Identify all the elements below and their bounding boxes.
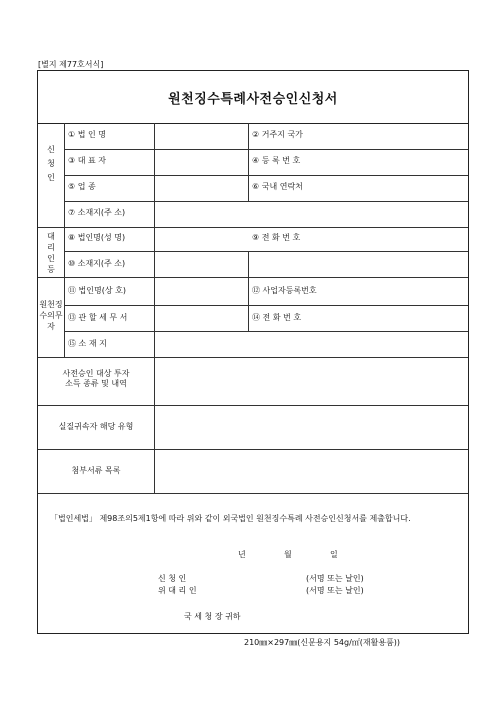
application-form	[37, 70, 469, 634]
mid-column-divider	[248, 123, 249, 201]
section-char: 청	[47, 159, 55, 168]
title-row	[38, 71, 468, 124]
corp-name-label: ① 법 인 명	[68, 130, 106, 139]
income-detail-line: 소득 종류 및 내역	[65, 379, 127, 388]
section-char: 자	[47, 322, 55, 331]
income-detail-label	[38, 369, 154, 389]
section-char: 수의무	[39, 311, 63, 320]
form-title: 원천징수특례사전승인신청서	[168, 91, 338, 107]
withholder-phone-label: ⑭ 전 화 번 호	[252, 313, 302, 322]
label-column-divider	[64, 123, 65, 357]
date-day: 일	[330, 550, 338, 559]
representative-label: ③ 대 표 자	[68, 156, 106, 165]
section-char: 인	[47, 173, 55, 182]
applicant-section-label	[42, 143, 60, 185]
section-divider	[38, 277, 468, 278]
agent-name-label: ⑧ 법인명(성 명)	[68, 233, 126, 242]
section-char: 등	[47, 265, 55, 274]
mid-column-divider	[248, 251, 249, 277]
section-divider	[38, 493, 468, 494]
section-divider	[38, 405, 468, 406]
declaration-text: 「법인세법」 제98조의5제1항에 따라 위와 같이 외국법인 원천징수특례 사전승인신청서를 제출합니다.	[50, 514, 411, 523]
form-number-label: [별지 제77호서식]	[38, 60, 104, 69]
section-char: 리	[47, 243, 55, 252]
registration-number-label: ④ 등 록 번 호	[252, 156, 301, 165]
income-detail-line: 사전승인 대상 투자	[62, 369, 130, 378]
withholder-name-label: ⑪ 법인명(상 호)	[68, 286, 126, 295]
agent-section-label	[42, 231, 60, 275]
tax-office-label: ⑬ 관 할 세 무 서	[68, 313, 128, 322]
beneficial-owner-label: 실질귀속자 해당 유형	[58, 422, 134, 431]
business-type-label: ⑤ 업 종	[68, 182, 96, 191]
residence-country-label: ② 거주지 국가	[252, 130, 303, 139]
section-divider	[38, 357, 468, 358]
row-divider	[64, 149, 468, 150]
mid-column-divider	[248, 277, 249, 331]
row-divider	[64, 175, 468, 176]
section-char: 대	[47, 232, 55, 241]
applicant-sign-note: (서명 또는 날인)	[306, 574, 364, 583]
section-char: 원천징	[39, 300, 63, 309]
section-char: 신	[47, 145, 55, 154]
domestic-contact-label: ⑥ 국내 연락처	[252, 182, 303, 191]
agent-phone-label: ⑨ 전 화 번 호	[252, 233, 301, 242]
date-month: 월	[284, 550, 292, 559]
row-divider	[64, 305, 468, 306]
addressee: 국 세 청 장 귀하	[184, 612, 241, 621]
section-char: 인	[47, 254, 55, 263]
withholder-section-label	[39, 299, 63, 332]
section-divider	[38, 449, 468, 450]
agent-sign-label: 위 대 리 인	[158, 586, 197, 595]
row-divider	[64, 201, 468, 202]
date-year: 년	[238, 550, 246, 559]
agent-sign-note: (서명 또는 날인)	[306, 586, 364, 595]
value-column-divider	[154, 123, 155, 493]
attachments-label: 첨부서류 목록	[71, 466, 121, 475]
agent-address-label: ⑩ 소재지(주 소)	[68, 259, 126, 268]
section-divider	[38, 227, 468, 228]
withholder-address-label: ⑮ 소 재 지	[68, 339, 107, 348]
paper-spec: 210㎜×297㎜(신문용지 54g/㎡(재활용품))	[244, 638, 401, 647]
applicant-sign-label: 신 청 인	[158, 574, 187, 583]
row-divider	[64, 251, 468, 252]
withholder-business-number-label: ⑫ 사업자등록번호	[252, 286, 317, 295]
applicant-address-label: ⑦ 소재지(주 소)	[68, 208, 126, 217]
row-divider	[64, 331, 468, 332]
